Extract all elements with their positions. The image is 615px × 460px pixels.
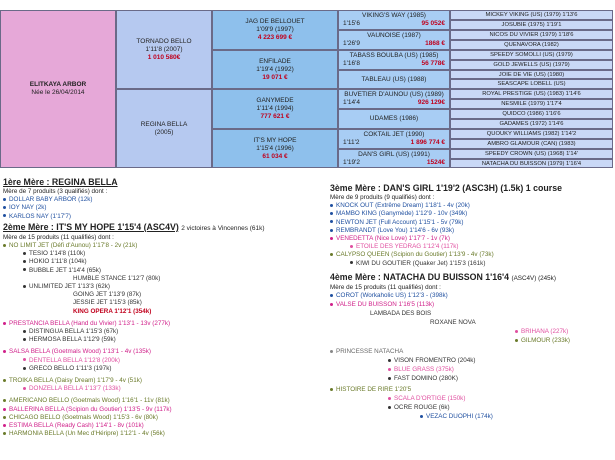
g3-name: TABLEAU (US) (1988) <box>361 75 427 83</box>
g3-name: VAUNOISE (1987) <box>367 32 421 39</box>
bullet-icon <box>23 387 26 390</box>
list-item-text: PRESTANCIA BELLA (Hand du Vivier) 1'13'1 - 13v (277k) <box>9 319 171 327</box>
list-item <box>515 337 570 345</box>
list-item-text: DISTINGUA BELLA 1'15'3 (67k) <box>29 328 119 336</box>
list-item-text: IOY NAY (2k) <box>9 204 47 212</box>
bullet-icon <box>330 212 333 215</box>
list-item-text: KING OPERA 1'12'1 (354k) <box>73 307 152 315</box>
list-item <box>420 413 493 421</box>
bullet-icon <box>420 415 423 418</box>
list-item <box>3 242 308 250</box>
list-item-text: FAST DOMINO (280K) <box>394 375 458 383</box>
bullet-icon <box>23 268 26 271</box>
g3-record: 1'11'2 <box>343 139 360 146</box>
list-item <box>3 213 308 221</box>
list-item-text: BLUE GRASS (375k) <box>394 366 454 374</box>
list-item-text: SCALA D'ORTIGE (150k) <box>394 395 466 403</box>
bullet-icon <box>388 377 391 380</box>
g3-record: 1'14'4 <box>343 99 360 106</box>
bullet-icon <box>3 399 6 402</box>
g4-cell: SPEEDY SOMOLLI (US) (1979) <box>450 50 613 60</box>
g3-earnings: 95 052€ <box>421 20 445 27</box>
bullet-icon <box>3 198 6 201</box>
list-item <box>330 219 613 227</box>
sire-earnings: 1 010 580€ <box>147 53 181 61</box>
list-item-text: UNLIMITED JET 1'13'3 (62k) <box>29 283 111 291</box>
list-item-text: KNOCK OUT (Extrême Dream) 1'18'1 - 4v (20k) <box>336 202 470 210</box>
list-item <box>3 422 308 430</box>
g4-cell: QUOUKY WILLIAMS (1982) 1'14'2 <box>450 129 613 139</box>
bullet-icon <box>350 245 353 248</box>
bullet-icon <box>350 261 353 264</box>
list-item-text: REMBRANDT (Love You) 1'14'6 - 6v (93k) <box>336 226 455 234</box>
bullet-icon <box>23 330 26 333</box>
list-item <box>3 291 308 299</box>
g2-cell <box>212 50 338 89</box>
bullet-icon <box>330 237 333 240</box>
list-item-text: DENTELLA BELLA 1'12'8 (200k) <box>29 356 120 364</box>
list-item-text: MAMBO KING (Ganymède) 1'12'9 - 10v (349k) <box>336 210 468 218</box>
list-item-text: KARLOS NAY (1'17'7) <box>9 212 72 220</box>
bullet-icon <box>515 339 518 342</box>
bullet-icon <box>388 368 391 371</box>
list-item-text: PRINCESSE NATACHA <box>336 348 404 356</box>
list-item-text: DONZELLA BELLA 1'13'7 (133k) <box>29 385 121 393</box>
list-item-text: BALLERINA BELLA (Scipion du Goutier) 1'13'5 - 9v (117k) <box>9 405 172 413</box>
g3-cell <box>338 129 450 149</box>
bullet-icon <box>388 406 391 409</box>
second-dam-list <box>3 242 308 438</box>
list-item <box>3 204 308 212</box>
list-item-text: ROXANE NOVA <box>430 319 476 327</box>
bullet-icon <box>23 285 26 288</box>
list-item-text: BUBBLE JET 1'14'4 (65k) <box>29 266 101 274</box>
list-item-text: DOLLAR BABY ARBOR (12k) <box>9 196 93 204</box>
g4-cell: AMBRO GLAMOUR (CAN) (1983) <box>450 139 613 149</box>
bullet-icon <box>330 220 333 223</box>
g3-cell <box>338 30 450 50</box>
list-item-text: ETOILE DES YEDRAG 1'12'4 (117k) <box>356 243 459 251</box>
g3-record: 1'15'6 <box>343 20 360 27</box>
bullet-icon <box>3 424 6 427</box>
list-item-text: COROT (Workaholic US) 1'12'3 - (398k) <box>336 292 448 300</box>
g2-name: GANYMEDE <box>256 97 294 104</box>
g2-record: 1'19'4 (1992) <box>256 65 294 73</box>
bullet-icon <box>330 388 333 391</box>
third-dam-sub: Mère de 9 produits (9 qualifiés) dont : <box>330 194 435 201</box>
bullet-icon <box>388 397 391 400</box>
fourth-dam-title: 4ème Mère : NATACHA DU BUISSON 1'16'4 <box>330 271 510 282</box>
subject-cell <box>0 10 116 168</box>
sire-record: 1'11'8 (2007) <box>145 45 183 53</box>
list-item-text: KIWI DU GOUTIER (Quaker Jet) 1'15'3 (161k) <box>356 259 486 267</box>
third-dam-heading <box>330 183 613 194</box>
bullet-icon <box>3 432 6 435</box>
g2-cell <box>212 10 338 50</box>
list-item-text: HUMBLE STANCE 1'12'7 (80k) <box>73 274 161 282</box>
g4-cell: SEASCAPE LOBELL (US) <box>450 79 613 89</box>
bullet-icon <box>388 359 391 362</box>
third-dam-title: 3ème Mère : DAN'S GIRL 1'19'2 (ASC3H) (1.5k) 1 course <box>330 183 562 193</box>
g2-earnings: 777 621 € <box>260 113 290 120</box>
list-item-text: NO LIMIT JET (Défi d'Aunou) 1'17'8 - 2v (21k) <box>9 242 138 250</box>
g3-record: 1'19'2 <box>343 158 360 166</box>
list-item-text: SALSA BELLA (Goetmals Wood) 1'13'1 - 4v (135k) <box>9 348 151 356</box>
list-item <box>3 336 308 344</box>
g2-record: 1'09'9 (1997) <box>256 26 294 33</box>
bullet-icon <box>23 260 26 263</box>
list-item <box>330 292 448 300</box>
list-item-text: LAMBADA DES BOIS <box>370 310 432 318</box>
list-item <box>3 308 308 316</box>
g4-cell: ROYAL PRESTIGE (US) (1983) 1'14'6 <box>450 89 613 99</box>
g4-cell: JOSUBIE (1975) 1'19'1 <box>450 20 613 30</box>
g2-cell <box>212 89 338 129</box>
bullet-icon <box>330 253 333 256</box>
list-item <box>330 251 613 259</box>
list-item <box>3 299 308 307</box>
bullet-icon <box>330 303 333 306</box>
g4-cell: SPEEDY CROWN (US) (1968) 1'14' <box>450 149 613 159</box>
list-item <box>388 366 454 374</box>
bullet-icon <box>330 350 333 353</box>
bullet-icon <box>330 204 333 207</box>
list-item <box>3 328 308 336</box>
list-item <box>388 395 465 403</box>
second-dam-sub: Mère de 15 produits (11 qualifiés) dont : <box>3 233 114 241</box>
g4-cell: GOLD JEWELLS (US) (1979) <box>450 60 613 70</box>
first-dam-list <box>3 196 308 221</box>
pedigree-table <box>0 10 613 170</box>
list-item-text: VALSE DU BUISSON 1'16'5 (113k) <box>336 301 435 309</box>
g3-name: TABASS BOULBA (US) (1985) <box>349 52 439 59</box>
list-item-text: AMERICANO BELLO (Goetmals Wood) 1'16'1 - 11v (81k) <box>9 397 170 405</box>
subject-born: Née le 26/04/2014 <box>31 89 85 96</box>
list-item-text: TROIKA BELLA (Daisy Dream) 1'17'9 - 4v (51k) <box>9 377 142 385</box>
fourth-dam-sub: Mère de 15 produits (11 qualifiés) dont : <box>330 283 441 291</box>
bullet-icon <box>23 338 26 341</box>
g4-cell: GADAMES (1972) 1'14'6 <box>450 119 613 129</box>
g3-name: VIKING'S WAY (1985) <box>362 12 426 19</box>
g3-record: 1'26'9 <box>343 40 360 47</box>
fourth-dam-heading <box>330 272 613 284</box>
sire-cell <box>116 10 212 89</box>
g4-cell: NATACHA DU BUISSON (1979) 1'16'4 <box>450 159 613 168</box>
g3-earnings: 1524€ <box>426 158 445 166</box>
g4-cell: QUIDCO (1986) 1'16'6 <box>450 109 613 119</box>
bullet-icon <box>3 214 6 217</box>
list-item <box>3 267 308 275</box>
g2-name: ENFILADE <box>259 57 291 65</box>
list-item <box>370 310 431 318</box>
list-item <box>330 210 613 218</box>
list-item-text: GOING JET 1'13'9 (87k) <box>73 291 142 299</box>
list-item-text: ESTIMA BELLA (Ready Cash) 1'14'1 - 8v (101k) <box>9 422 144 430</box>
g3-earnings: 1868 € <box>425 40 445 47</box>
g2-name: IT'S MY HOPE <box>253 136 297 144</box>
list-item <box>330 243 613 251</box>
list-item <box>388 404 450 412</box>
first-dam-heading <box>3 177 308 188</box>
list-item-text: VEZAC DUOPHI (174k) <box>426 413 493 421</box>
g3-earnings: 926 129€ <box>417 99 445 106</box>
g3-name: COKTAIL JET (1990) <box>363 131 425 138</box>
list-item-text: HISTOIRE DE RIRE 1'20'5 <box>336 386 412 394</box>
g3-cell <box>338 10 450 30</box>
second-dam-heading <box>3 222 308 234</box>
list-item <box>330 386 411 394</box>
list-item <box>330 301 434 309</box>
g3-cell <box>338 89 450 109</box>
bullet-icon <box>3 244 6 247</box>
list-item <box>330 235 613 243</box>
list-item <box>3 365 308 373</box>
bullet-icon <box>3 350 6 353</box>
list-item <box>3 348 308 356</box>
list-item <box>330 227 613 235</box>
g3-cell <box>338 50 450 70</box>
list-item-text: VISON FROMENTRO (204k) <box>394 357 476 365</box>
g2-record: 1'11'4 (1994) <box>256 105 294 112</box>
list-item-text: BRIHANA (227k) <box>521 328 569 336</box>
g3-name: BUVETIER D'AUNOU (US) (1989) <box>344 91 444 98</box>
list-item <box>3 196 308 204</box>
list-item-text: TESIO 1'14'8 (110k) <box>29 250 86 258</box>
g2-earnings: 4 223 699 € <box>257 34 293 41</box>
list-item-text: JESSIE JET 1'15'3 (85k) <box>73 299 142 307</box>
g3-earnings: 1 896 774 € <box>410 139 445 146</box>
g3-earnings: 56 778€ <box>421 60 445 67</box>
bullet-icon <box>3 206 6 209</box>
dam-cell <box>116 89 212 168</box>
list-item <box>3 377 308 385</box>
bullet-icon <box>3 379 6 382</box>
list-item-text: CHICAGO BELLO (Goetmals Wood) 1'15'3 - 6v (80k) <box>9 413 158 421</box>
list-item <box>330 260 613 268</box>
list-item <box>3 430 308 438</box>
g2-earnings: 19 071 € <box>262 73 288 81</box>
list-item-text: VENEDETTA (Nice Love) 1'17'7 - 1v (7k) <box>336 235 450 243</box>
g4-cell: NICOS DU VIVIER (1979) 1'18'6 <box>450 30 613 40</box>
bullet-icon <box>515 330 518 333</box>
list-item <box>388 375 458 383</box>
list-item <box>430 319 476 327</box>
bullet-icon <box>330 294 333 297</box>
list-item-text: CALYPSO QUEEN (Scipion du Goutier) 1'13'9 - 4v (73k) <box>336 251 494 259</box>
g2-record: 1'15'4 (1996) <box>256 144 294 152</box>
list-item <box>3 414 308 422</box>
sire-name: TORNADO BELLO <box>136 37 192 45</box>
list-item-text: HARMONIA BELLA (Un Mec d'Héripre) 1'12'1 - 4v (56k) <box>9 430 165 438</box>
list-item <box>3 275 308 283</box>
bullet-icon <box>23 252 26 255</box>
list-item-text: OCRE ROUGE (6k) <box>394 404 450 412</box>
g3-name: DAN'S GIRL (US) (1991) <box>358 150 430 158</box>
first-dam-title: 1ère Mère : REGINA BELLA <box>3 177 118 187</box>
list-item <box>515 328 568 336</box>
g4-cell: NESMILE (1979) 1'17'4 <box>450 99 613 109</box>
bullet-icon <box>3 416 6 419</box>
list-item <box>3 320 308 328</box>
list-item <box>3 397 308 405</box>
first-dam-sub: Mère de 7 produits (3 qualifiés) dont : <box>3 188 108 195</box>
g3-cell <box>338 149 450 168</box>
g3-name: UDAMES (1986) <box>369 115 419 122</box>
list-item <box>3 283 308 291</box>
g4-cell: JOIE DE VIE (US) (1980) <box>450 70 613 79</box>
g2-cell <box>212 129 338 168</box>
list-item <box>3 406 308 414</box>
g3-record: 1'16'8 <box>343 60 360 67</box>
list-item <box>330 202 613 210</box>
list-item-text: NEWTON JET (Full Account) 1'15'1 - 5v (79k) <box>336 218 464 226</box>
list-item <box>3 385 308 393</box>
list-item-text: GRECO BELLO 1'11'3 (197k) <box>29 364 112 372</box>
second-dam-tail: 2 victoires à Vincennes (61k) <box>181 224 265 232</box>
g2-name: JAG DE BELLOUET <box>245 18 305 25</box>
bullet-icon <box>3 322 6 325</box>
list-item-text: GILMOUR (233k) <box>521 337 570 345</box>
bullet-icon <box>330 229 333 232</box>
list-item-text: HOKIO 1'11'8 (104k) <box>29 258 87 266</box>
g4-cell: QUENAVORA (1982) <box>450 40 613 50</box>
fourth-dam-list <box>330 292 613 442</box>
list-item-text: HERMOSA BELLA 1'12'9 (59k) <box>29 336 116 344</box>
g3-cell <box>338 70 450 89</box>
list-item <box>3 357 308 365</box>
subject-name: ELITKAYA ARBOR <box>29 81 87 88</box>
list-item <box>3 258 308 266</box>
g3-cell <box>338 109 450 129</box>
dam-name: REGINA BELLA <box>140 120 188 128</box>
list-item <box>3 250 308 258</box>
g4-cell: MICKEY VIKING (US) (1979) 1'13'6 <box>450 10 613 20</box>
dam-year: (2005) <box>154 128 174 136</box>
fourth-dam-tag: (ASC4V) (245k) <box>511 274 556 282</box>
second-dam-title: 2ème Mère : IT'S MY HOPE 1'15'4 (ASC4V) <box>3 221 179 232</box>
bullet-icon <box>23 367 26 370</box>
right-column <box>330 180 613 442</box>
left-column <box>3 174 308 438</box>
list-item <box>330 348 403 356</box>
bullet-icon <box>3 408 6 411</box>
third-dam-list <box>330 202 613 268</box>
g2-earnings: 61 034 € <box>262 152 288 160</box>
bullet-icon <box>23 358 26 361</box>
list-item <box>388 357 476 365</box>
